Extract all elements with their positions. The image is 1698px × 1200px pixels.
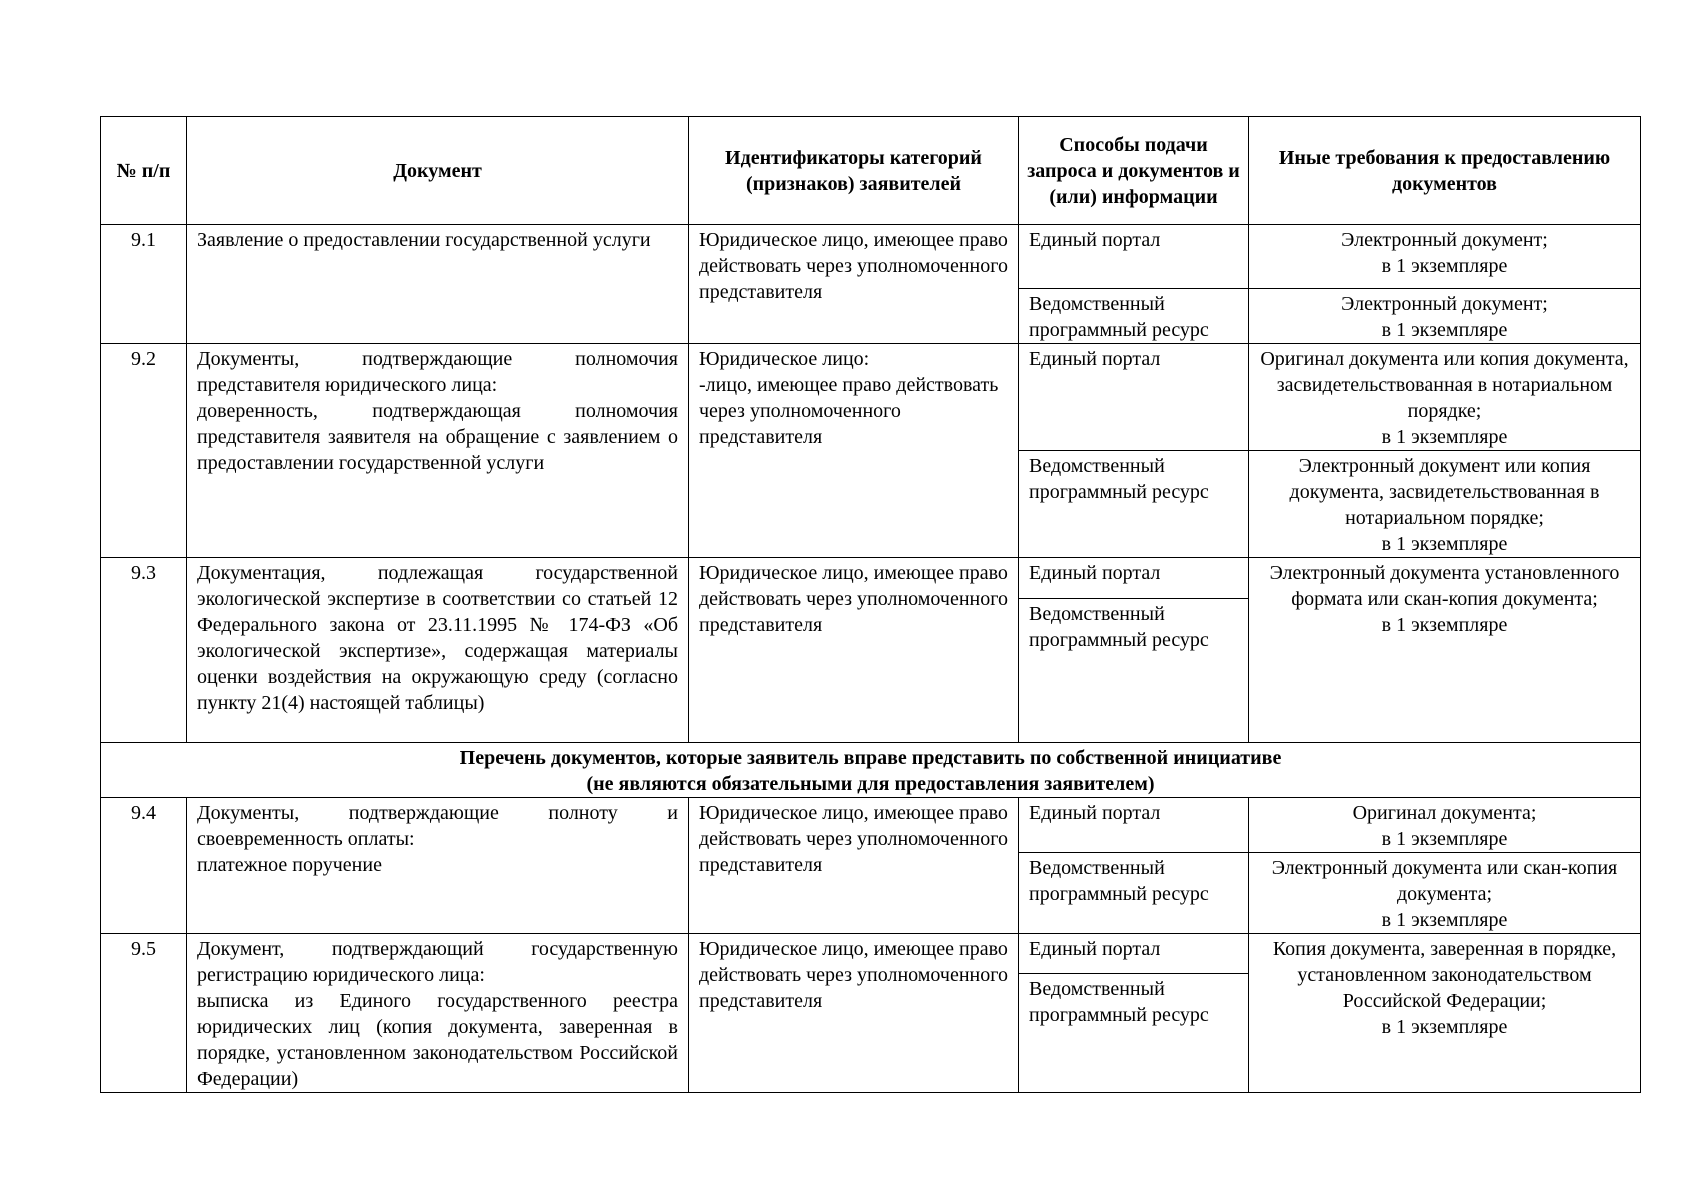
row-category: Юридическое лицо: -лицо, имеющее право действовать через уполномоченного представителя — [689, 344, 1019, 558]
row-document: Документы, подтверждающие полноту и своевременность оплаты: платежное поручение — [187, 798, 689, 934]
row-method: Единый портал — [1019, 225, 1249, 289]
section-heading-line-2: (не являются обязательными для предоставления заявителем) — [586, 773, 1155, 795]
row-number: 9.1 — [101, 225, 187, 344]
table-header-row — [101, 117, 1641, 225]
row-requirement: Оригинал документа; в 1 экземпляре — [1249, 798, 1641, 853]
table-row — [101, 934, 1641, 974]
section-heading-line-1: Перечень документов, которые заявитель вправе представить по собственной инициативе — [459, 747, 1282, 769]
header-categories: Идентификаторы категорий (признаков) заявителей — [689, 117, 1019, 225]
row-document: Документация, подлежащая государственной экологической экспертизе в соответствии со статьей 12 Федерального закона от 23.11.1995 № 174-ФЗ «Об экологической экспертизе», содержащая материалы оценки воздействия на окружающую среду (согласно пункту 21(4) настоящей таблицы) — [187, 558, 689, 743]
row-method: Единый портал — [1019, 934, 1249, 974]
header-requirements: Иные требования к предоставлению документов — [1249, 117, 1641, 225]
row-method: Единый портал — [1019, 344, 1249, 451]
section-row — [101, 743, 1641, 798]
row-number: 9.2 — [101, 344, 187, 558]
row-requirement: Копия документа, заверенная в порядке, установленном законодательством Российской Федерации; в 1 экземпляре — [1249, 934, 1641, 1093]
row-number: 9.4 — [101, 798, 187, 934]
row-method: Единый портал — [1019, 558, 1249, 599]
row-category: Юридическое лицо, имеющее право действовать через уполномоченного представителя — [689, 225, 1019, 344]
row-method: Единый портал — [1019, 798, 1249, 853]
row-method: Ведомственный программный ресурс — [1019, 451, 1249, 558]
table-row — [101, 558, 1641, 599]
row-category: Юридическое лицо, имеющее право действовать через уполномоченного представителя — [689, 934, 1019, 1093]
table-row — [101, 225, 1641, 289]
row-category: Юридическое лицо, имеющее право действовать через уполномоченного представителя — [689, 798, 1019, 934]
row-requirement: Электронный документа или скан-копия документа; в 1 экземпляре — [1249, 853, 1641, 934]
row-method: Ведомственный программный ресурс — [1019, 853, 1249, 934]
row-number: 9.3 — [101, 558, 187, 743]
header-document: Документ — [187, 117, 689, 225]
header-num: № п/п — [101, 117, 187, 225]
row-method: Ведомственный программный ресурс — [1019, 599, 1249, 743]
row-requirement: Электронный документа установленного формата или скан-копия документа; в 1 экземпляре — [1249, 558, 1641, 743]
row-method: Ведомственный программный ресурс — [1019, 974, 1249, 1093]
row-requirement: Электронный документ; в 1 экземпляре — [1249, 225, 1641, 289]
header-methods: Способы подачи запроса и документов и (или) информации — [1019, 117, 1249, 225]
documents-table — [100, 116, 1641, 1093]
row-category: Юридическое лицо, имеющее право действовать через уполномоченного представителя — [689, 558, 1019, 743]
row-requirement: Оригинал документа или копия документа, засвидетельствованная в нотариальном порядке; в 1 экземпляре — [1249, 344, 1641, 451]
row-requirement: Электронный документ; в 1 экземпляре — [1249, 289, 1641, 344]
row-document: Заявление о предоставлении государственной услуги — [187, 225, 689, 344]
row-document: Документы, подтверждающие полномочия представителя юридического лица: доверенность, подтверждающая полномочия представителя заявителя на обращение с заявлением о предоставлении государственной услуги — [187, 344, 689, 558]
row-requirement: Электронный документ или копия документа, засвидетельствованная в нотариальном порядке; в 1 экземпляре — [1249, 451, 1641, 558]
row-method: Ведомственный программный ресурс — [1019, 289, 1249, 344]
row-number: 9.5 — [101, 934, 187, 1093]
table-row — [101, 344, 1641, 451]
table-row — [101, 798, 1641, 853]
row-document: Документ, подтверждающий государственную регистрацию юридического лица: выписка из Единого государственного реестра юридических лиц (копия документа, заверенная в порядке, установленном законодательством Российской Федерации) — [187, 934, 689, 1093]
section-heading — [101, 743, 1641, 798]
